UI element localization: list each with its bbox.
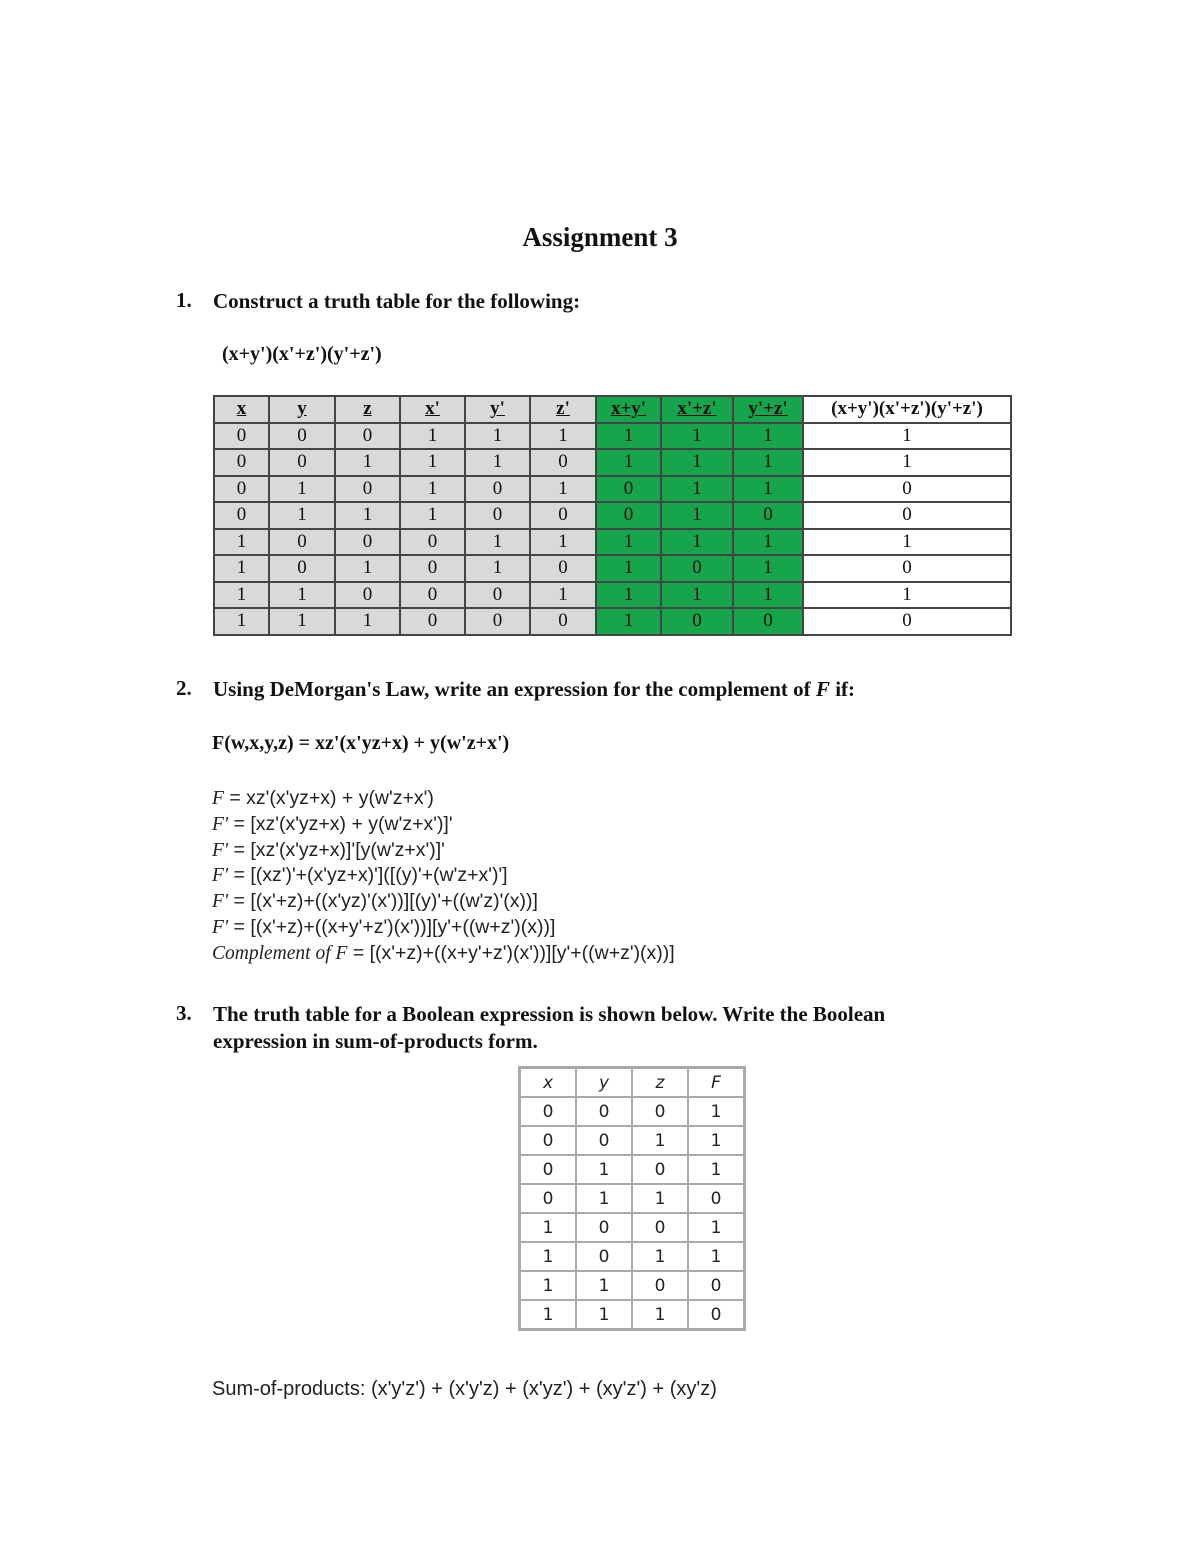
table-cell: 1: [530, 423, 596, 450]
table-cell: 1: [269, 502, 335, 529]
truth-table-1-header: y: [269, 396, 335, 423]
table-cell: 1: [520, 1300, 577, 1330]
table-cell: 1: [576, 1271, 632, 1300]
table-cell: 1: [214, 529, 269, 556]
table-cell: 0: [400, 608, 465, 635]
table-cell: 1: [632, 1184, 688, 1213]
table-cell: 1: [596, 608, 661, 635]
truth-table-1-header: y'+z': [733, 396, 803, 423]
table-cell: 1: [688, 1097, 745, 1126]
table-cell: 1: [803, 529, 1011, 556]
table-cell: 0: [520, 1155, 577, 1184]
table-row: [520, 1184, 745, 1213]
table-cell: 1: [596, 423, 661, 450]
truth-table-3-header: F: [688, 1068, 745, 1098]
table-cell: 1: [400, 502, 465, 529]
table-cell: 1: [688, 1242, 745, 1271]
question-2-text-prefix: Using DeMorgan's Law, write an expression for the complement of: [213, 677, 816, 701]
table-cell: 1: [465, 423, 530, 450]
table-cell: 0: [803, 502, 1011, 529]
table-cell: 1: [596, 582, 661, 609]
table-cell: 1: [688, 1126, 745, 1155]
table-cell: 1: [465, 449, 530, 476]
table-cell: 1: [661, 529, 733, 556]
table-cell: 0: [530, 502, 596, 529]
table-cell: 0: [214, 449, 269, 476]
table-cell: 1: [576, 1184, 632, 1213]
truth-table-1-header: y': [465, 396, 530, 423]
table-cell: 0: [335, 423, 400, 450]
table-row: [214, 449, 1011, 476]
question-1-text: Construct a truth table for the following:: [213, 289, 581, 313]
table-cell: 0: [520, 1097, 577, 1126]
table-cell: 1: [803, 582, 1011, 609]
table-row: [520, 1271, 745, 1300]
table-cell: 0: [269, 555, 335, 582]
table-cell: 1: [400, 423, 465, 450]
question-2-text: [213, 676, 983, 703]
table-cell: 0: [661, 555, 733, 582]
table-cell: 1: [803, 449, 1011, 476]
table-cell: 1: [688, 1213, 745, 1242]
table-cell: 0: [400, 582, 465, 609]
table-cell: 0: [269, 423, 335, 450]
truth-table-1-header: (x+y')(x'+z')(y'+z'): [803, 396, 1011, 423]
table-cell: 0: [688, 1300, 745, 1330]
table-cell: 1: [661, 582, 733, 609]
table-cell: 1: [465, 529, 530, 556]
table-cell: 1: [661, 449, 733, 476]
question-3-text: [213, 1001, 983, 1055]
table-cell: 1: [530, 529, 596, 556]
question-1-expression: (x+y')(x'+z')(y'+z'): [222, 343, 382, 365]
table-cell: 0: [803, 476, 1011, 503]
derivation-steps: [212, 786, 675, 967]
question-2-text-suffix: if:: [829, 677, 856, 701]
table-cell: 1: [688, 1155, 745, 1184]
table-cell: 1: [214, 555, 269, 582]
table-cell: 1: [733, 555, 803, 582]
table-cell: 1: [335, 608, 400, 635]
question-2-text-variable: F: [815, 677, 830, 701]
truth-table-1-header: z: [335, 396, 400, 423]
derivation-step-final: Complement of F = [(x'+z)+((x+y'+z')(x'))][y'+((w+z')(x))]: [212, 941, 675, 964]
table-row: [214, 476, 1011, 503]
table-cell: 0: [661, 608, 733, 635]
table-cell: 0: [733, 608, 803, 635]
table-cell: 0: [576, 1213, 632, 1242]
table-cell: 1: [520, 1271, 577, 1300]
table-cell: 0: [632, 1155, 688, 1184]
truth-table-1-header-row: [214, 396, 1011, 423]
truth-table-1-body: [214, 423, 1011, 635]
table-cell: 0: [803, 555, 1011, 582]
table-cell: 1: [335, 555, 400, 582]
question-3-text-line1: The truth table for a Boolean expression is shown below. Write the Boolean: [213, 1002, 886, 1026]
table-cell: 1: [733, 529, 803, 556]
table-row: [520, 1126, 745, 1155]
derivation-step: F' = [(x'+z)+((x'yz)'(x'))][(y)'+((w'z)'(x))]: [212, 890, 538, 913]
table-cell: 1: [269, 582, 335, 609]
question-3-number: 3.: [176, 1001, 192, 1025]
truth-table-3-header-row: [520, 1068, 745, 1098]
derivation-step: F = xz'(x'yz+x) + y(w'z+x'): [212, 787, 434, 809]
table-cell: 1: [632, 1242, 688, 1271]
table-cell: 0: [576, 1097, 632, 1126]
table-row: [520, 1155, 745, 1184]
truth-table-1-header: x+y': [596, 396, 661, 423]
table-cell: 0: [269, 529, 335, 556]
derivation-step: F' = [xz'(x'yz+x)]'[y(w'z+x')]': [212, 838, 445, 861]
table-cell: 0: [530, 449, 596, 476]
table-cell: 1: [465, 555, 530, 582]
truth-table-1-header: x': [400, 396, 465, 423]
table-cell: 0: [632, 1213, 688, 1242]
table-cell: 1: [400, 476, 465, 503]
table-cell: 0: [214, 476, 269, 503]
table-row: [214, 529, 1011, 556]
sum-of-products-answer: Sum-of-products: (x'y'z') + (x'y'z) + (x'yz') + (xy'z') + (xy'z): [212, 1378, 717, 1400]
table-cell: 0: [803, 608, 1011, 635]
truth-table-3-header: x: [520, 1068, 577, 1098]
table-cell: 1: [632, 1300, 688, 1330]
table-row: [520, 1242, 745, 1271]
table-cell: 0: [214, 423, 269, 450]
table-cell: 1: [335, 502, 400, 529]
truth-table-3-body: [520, 1097, 745, 1330]
table-cell: 1: [530, 582, 596, 609]
truth-table-1: [213, 395, 1012, 636]
table-cell: 1: [803, 423, 1011, 450]
table-cell: 0: [576, 1126, 632, 1155]
table-row: [214, 502, 1011, 529]
table-cell: 0: [530, 608, 596, 635]
table-row: [214, 423, 1011, 450]
table-cell: 1: [733, 449, 803, 476]
table-cell: 0: [520, 1126, 577, 1155]
table-cell: 1: [335, 449, 400, 476]
table-cell: 1: [576, 1155, 632, 1184]
table-cell: 1: [214, 608, 269, 635]
table-cell: 0: [520, 1184, 577, 1213]
table-cell: 1: [596, 555, 661, 582]
table-cell: 1: [596, 529, 661, 556]
table-cell: 1: [596, 449, 661, 476]
table-row: [520, 1213, 745, 1242]
table-cell: 1: [661, 423, 733, 450]
table-cell: 1: [576, 1300, 632, 1330]
table-cell: 1: [733, 476, 803, 503]
table-cell: 1: [269, 608, 335, 635]
table-cell: 0: [335, 529, 400, 556]
table-cell: 0: [214, 502, 269, 529]
derivation-step: F' = [(xz')'+(x'yz+x)']([(y)'+(w'z+x')']: [212, 864, 508, 887]
table-cell: 0: [596, 476, 661, 503]
table-cell: 1: [269, 476, 335, 503]
table-cell: 0: [530, 555, 596, 582]
table-cell: 0: [632, 1271, 688, 1300]
table-cell: 0: [688, 1271, 745, 1300]
derivation-step: F' = [xz'(x'yz+x) + y(w'z+x')]': [212, 812, 453, 835]
table-cell: 1: [520, 1213, 577, 1242]
page-title: Assignment 3: [522, 222, 678, 252]
table-row: [214, 608, 1011, 635]
table-cell: 0: [400, 555, 465, 582]
truth-table-1-header: z': [530, 396, 596, 423]
table-cell: 1: [520, 1242, 577, 1271]
truth-table-1-header: x: [214, 396, 269, 423]
table-cell: 0: [465, 582, 530, 609]
table-row: [520, 1097, 745, 1126]
table-cell: 0: [465, 476, 530, 503]
question-3-text-line2: expression in sum-of-products form.: [213, 1029, 538, 1053]
table-cell: 0: [596, 502, 661, 529]
table-cell: 1: [733, 423, 803, 450]
table-cell: 1: [530, 476, 596, 503]
truth-table-3-header: z: [632, 1068, 688, 1098]
table-cell: 0: [465, 502, 530, 529]
truth-table-3-header: y: [576, 1068, 632, 1098]
table-row: [520, 1300, 745, 1330]
question-2-number: 2.: [176, 676, 192, 700]
table-cell: 0: [465, 608, 530, 635]
question-1-number: 1.: [176, 288, 192, 312]
derivation-step: F' = [(x'+z)+((x+y'+z')(x'))][y'+((w+z')(x))]: [212, 915, 556, 938]
table-cell: 1: [733, 582, 803, 609]
table-cell: 1: [400, 449, 465, 476]
table-cell: 0: [269, 449, 335, 476]
table-cell: 1: [661, 502, 733, 529]
table-cell: 1: [632, 1126, 688, 1155]
table-cell: 0: [733, 502, 803, 529]
table-cell: 0: [688, 1184, 745, 1213]
truth-table-1-header: x'+z': [661, 396, 733, 423]
table-cell: 0: [400, 529, 465, 556]
table-row: [214, 582, 1011, 609]
truth-table-3: [518, 1066, 746, 1331]
table-cell: 0: [335, 582, 400, 609]
table-cell: 0: [576, 1242, 632, 1271]
table-cell: 0: [335, 476, 400, 503]
table-cell: 0: [632, 1097, 688, 1126]
table-cell: 1: [214, 582, 269, 609]
table-cell: 1: [661, 476, 733, 503]
table-row: [214, 555, 1011, 582]
question-2-expression: F(w,x,y,z) = xz'(x'yz+x) + y(w'z+x'): [212, 732, 510, 754]
